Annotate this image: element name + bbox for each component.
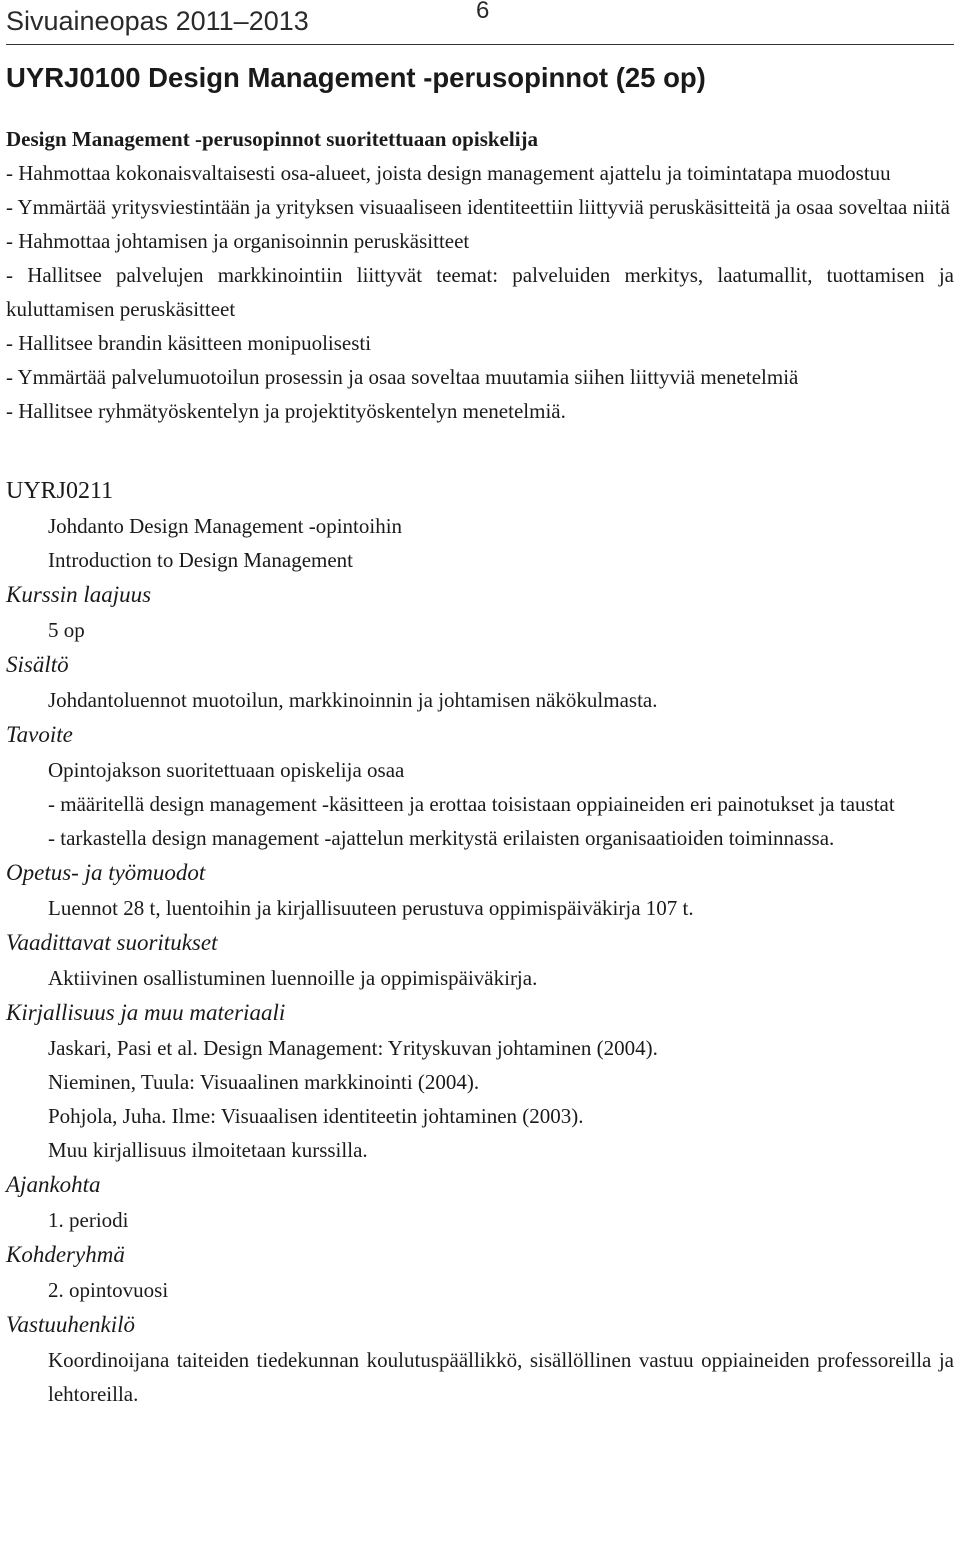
- course-name-finnish: Johdanto Design Management -opintoihin: [48, 514, 403, 538]
- field-value-line: Muu kirjallisuus ilmoitetaan kurssilla.: [48, 1138, 368, 1162]
- field-value-line: Luennot 28 t, luentoihin ja kirjallisuuteen perustuva oppimispäiväkirja 107 t.: [48, 896, 694, 920]
- field-value-line: - määritellä design management -käsitteen ja erottaa toisistaan oppiaineiden eri painotukset ja taustat: [48, 792, 895, 816]
- field-value-line: Pohjola, Juha. Ilme: Visuaalisen identiteetin johtaminen (2003).: [48, 1104, 584, 1128]
- field-label: Kurssin laajuus: [6, 582, 152, 607]
- course-fields: [6, 577, 954, 1411]
- field-label: Kohderyhmä: [6, 1242, 125, 1267]
- field-label: Kirjallisuus ja muu materiaali: [6, 1000, 286, 1025]
- course-names: [6, 509, 954, 577]
- outcome-item: - Ymmärtää yritysviestintään ja yrityksen visuaaliseen identiteettiin liittyviä peruskäsitteitä ja osaa soveltaa niitä: [6, 195, 950, 219]
- field-label: Opetus- ja työmuodot: [6, 860, 206, 885]
- field-value: [6, 683, 954, 717]
- field-value-line: Koordinoijana taiteiden tiedekunnan koulutuspäällikkö, sisällöllinen vastuu oppiaineiden professoreilla ja lehtoreilla.: [48, 1348, 954, 1406]
- outcome-item: - Hahmottaa johtamisen ja organisoinnin peruskäsitteet: [6, 229, 470, 253]
- field-label: Sisältö: [6, 652, 69, 677]
- field-value: [6, 891, 954, 925]
- page-header: [6, 0, 954, 45]
- field-value: [6, 1031, 954, 1167]
- field-label: Ajankohta: [6, 1172, 101, 1197]
- field-value: [6, 753, 954, 855]
- intro-heading: Design Management -perusopinnot suoritettuaan opiskelija: [6, 127, 539, 151]
- outcome-item: - Hallitsee palvelujen markkinointiin liittyvät teemat: palveluiden merkitys, laatumallit, tuottamisen ja kuluttamisen peruskäsitteet: [6, 263, 954, 321]
- field-value-line: - tarkastella design management -ajattelun merkitystä erilaisten organisaatioiden toiminnassa.: [48, 826, 835, 850]
- field-value: [6, 1343, 954, 1411]
- field-value-line: Aktiivinen osallistuminen luennoille ja oppimispäiväkirja.: [48, 966, 538, 990]
- course-code: UYRJ0211: [6, 478, 114, 504]
- field-label: Vastuuhenkilö: [6, 1312, 136, 1337]
- field-value: [6, 961, 954, 995]
- field-value-line: 2. opintovuosi: [48, 1278, 169, 1302]
- field-label: Tavoite: [6, 722, 73, 747]
- field-value: [6, 1203, 954, 1237]
- field-value-line: 1. periodi: [48, 1208, 129, 1232]
- field-value-line: Opintojakson suoritettuaan opiskelija osaa: [48, 758, 405, 782]
- field-value-line: Nieminen, Tuula: Visuaalinen markkinointi (2004).: [48, 1070, 480, 1094]
- running-head: Sivuaineopas 2011–2013: [6, 6, 309, 36]
- outcome-item: - Hallitsee brandin käsitteen monipuolisesti: [6, 331, 372, 355]
- outcome-item: - Ymmärtää palvelumuotoilun prosessin ja osaa soveltaa muutamia siihen liittyviä menetelmiä: [6, 365, 799, 389]
- field-value: [6, 1273, 954, 1307]
- course-name-english: Introduction to Design Management: [48, 548, 354, 572]
- page-content: [6, 122, 954, 1411]
- document-title: UYRJ0100 Design Management -perusopinnot (25 op): [6, 62, 706, 93]
- learning-outcomes-list: [6, 156, 954, 428]
- field-value: [6, 613, 954, 647]
- outcome-item: - Hallitsee ryhmätyöskentelyn ja projektityöskentelyn menetelmiä.: [6, 399, 566, 423]
- page-number: 6: [476, 0, 490, 24]
- field-value-line: Johdantoluennot muotoilun, markkinoinnin ja johtamisen näkökulmasta.: [48, 688, 658, 712]
- field-label: Vaadittavat suoritukset: [6, 930, 218, 955]
- field-value-line: 5 op: [48, 618, 85, 642]
- outcome-item: - Hahmottaa kokonaisvaltaisesti osa-alueet, joista design management ajattelu ja toimintatapa muodostuu: [6, 161, 891, 185]
- field-value-line: Jaskari, Pasi et al. Design Management: Yrityskuvan johtaminen (2004).: [48, 1036, 658, 1060]
